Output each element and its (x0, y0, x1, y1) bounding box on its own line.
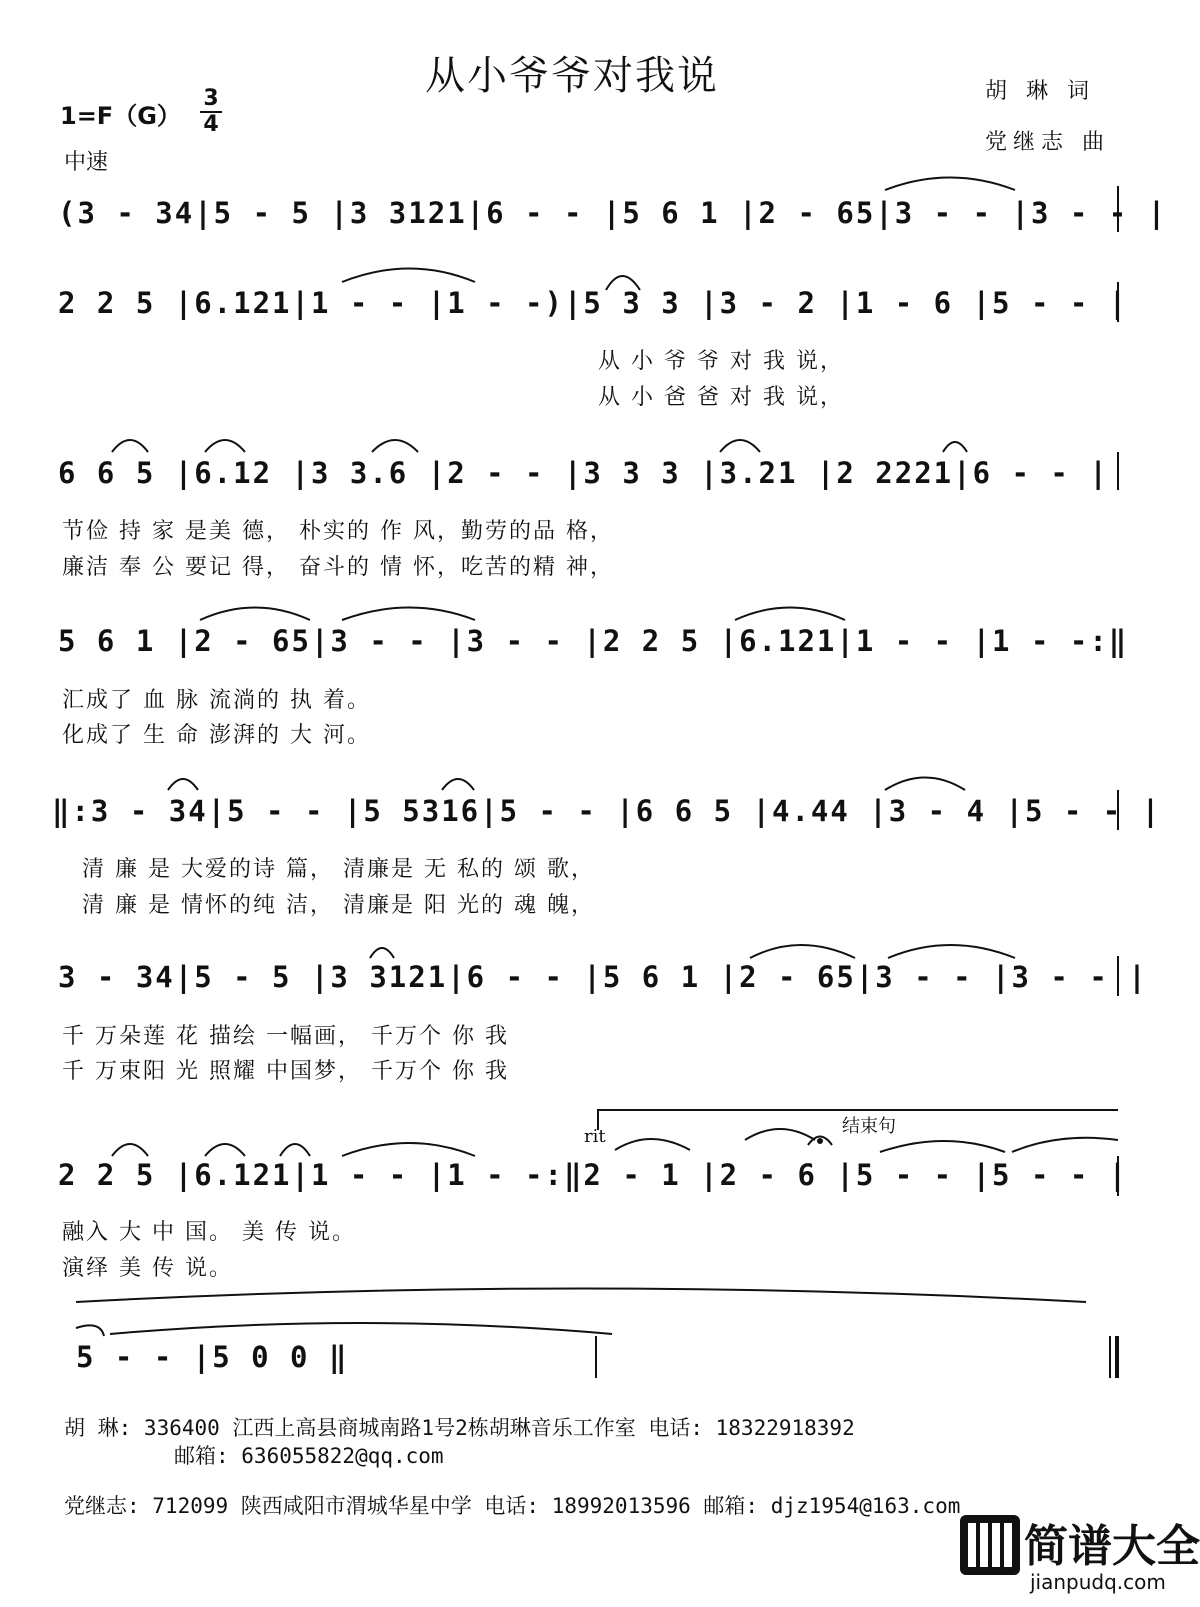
piano-keys-graphic (960, 1515, 1020, 1575)
lyric-line-5b: 清 廉 是 情怀的纯 洁， 清廉是 阳 光的 魂 魄， (82, 893, 595, 918)
volta-bracket (598, 1110, 1118, 1130)
slur-arc (372, 440, 418, 452)
lyric-line-4a: 汇成了 血 脉 流淌的 执 着。 (62, 688, 371, 713)
slur-arc (76, 1289, 1086, 1303)
lyric-line-6b: 千 万束阳 光 照耀 中国梦， 千万个 你 我 (62, 1059, 509, 1084)
piano-keys-icon (960, 1515, 1020, 1575)
key-signature: 1=F（G） (60, 102, 181, 130)
lyric-line-4b: 化成了 生 命 澎湃的 大 河。 (62, 723, 371, 748)
slur-arc (112, 1144, 148, 1156)
ending-mark: 结束句 (842, 1116, 896, 1137)
rit-mark: rit (584, 1126, 606, 1147)
score-line-5: ‖:3 - 34|5 - - |5 5316|5 - - |6 6 5 |4.44 |3 - 4 |5 - - | (52, 794, 1162, 828)
slur-arc (342, 269, 475, 283)
slur-arc (606, 276, 640, 290)
slur-arc (280, 1144, 310, 1156)
slur-arc (168, 779, 198, 790)
lyric-line-6a: 千 万朵莲 花 描绘 一幅画， 千万个 你 我 (62, 1024, 509, 1049)
footer-line-2: 邮箱: 636055822@qq.com (174, 1444, 444, 1468)
lyric-line-5a: 清 廉 是 大爱的诗 篇， 清廉是 无 私的 颂 歌， (82, 857, 595, 882)
slur-arc (885, 778, 965, 791)
time-signature-top: 3 (203, 86, 219, 111)
score-line-3: 6 6 5 |6.12 |3 3.6 |2 - - |3 3 3 |3.21 |2 2221|6 - - | (58, 456, 1109, 490)
footer-line-3: 党继志: 712099 陕西咸阳市渭城华星中学 电话: 18992013596 邮箱: djz1954@163.com (64, 1494, 961, 1518)
page-title: 从小爷爷对我说 (425, 53, 719, 99)
score-line-4: 5 6 1 |2 - 65|3 - - |3 - - |2 2 5 |6.121|1 - - |1 - -:‖ (58, 624, 1129, 658)
lyric-line-3b: 廉洁 奉 公 要记 得， 奋斗的 情 怀，吃苦的精 神， (62, 555, 614, 580)
slur-arc (370, 948, 394, 958)
slur-arc (112, 440, 148, 452)
slur-arc (720, 440, 760, 452)
slur-arc (205, 1144, 245, 1156)
slur-arc (110, 1323, 612, 1334)
slur-arc (943, 442, 967, 452)
lyric-line-2b: 从 小 爸 爸 对 我 说， (598, 385, 844, 410)
slur-arc (342, 1143, 475, 1156)
footer-line-1: 胡 琳: 336400 江西上高县商城南路1号2栋胡琳音乐工作室 电话: 18322918392 (64, 1416, 855, 1440)
lyric-line-7b: 演绎 美 传 说。 (62, 1256, 233, 1281)
score-line-2: 2 2 5 |6.121|1 - - |1 - -)|5 3 3 |3 - 2 |1 - 6 |5 - - | (58, 286, 1129, 320)
lyric-line-2a: 从 小 爷 爷 对 我 说， (598, 349, 844, 374)
tempo-marking: 中速 (64, 150, 109, 175)
score-line-6: 3 - 34|5 - 5 |3 3121|6 - - |5 6 1 |2 - 65|3 - - |3 - - | (58, 960, 1148, 994)
composer-credit: 党继志 曲 (985, 130, 1110, 155)
score-line-7: 2 2 5 |6.121|1 - - |1 - -:‖2 - 1 |2 - 6 |5 - - |5 - - | (58, 1158, 1129, 1192)
slur-arc (735, 608, 845, 621)
slur-arc (442, 779, 474, 790)
slur-arc (750, 945, 855, 958)
slur-arc (745, 1129, 815, 1140)
slur-arc (880, 1141, 1005, 1152)
slur-arc (205, 440, 245, 452)
slur-arc (76, 1325, 104, 1336)
lyric-line-3a: 节俭 持 家 是美 德， 朴实的 作 风，勤劳的品 格， (62, 519, 614, 544)
slur-arc (615, 1139, 690, 1150)
lyric-line-7a: 融入 大 中 国。 美 传 说。 (62, 1220, 356, 1245)
slur-arc (888, 945, 1015, 958)
watermark-url: jianpudq.com (1030, 1570, 1166, 1594)
time-signature-bottom: 4 (203, 112, 219, 137)
lyricist-credit: 胡 琳 词 (985, 79, 1095, 104)
slur-arc (200, 608, 310, 621)
score-line-8: 5 - - |5 0 0 ‖ (76, 1340, 349, 1374)
slur-arc (1012, 1138, 1118, 1152)
slur-arc (342, 608, 475, 621)
slur-arc (885, 178, 1015, 191)
watermark-text: 简谱大全 (1024, 1521, 1200, 1572)
score-line-1: (3 - 34|5 - 5 |3 3121|6 - - |5 6 1 |2 - 65|3 - - |3 - - | (58, 196, 1168, 230)
